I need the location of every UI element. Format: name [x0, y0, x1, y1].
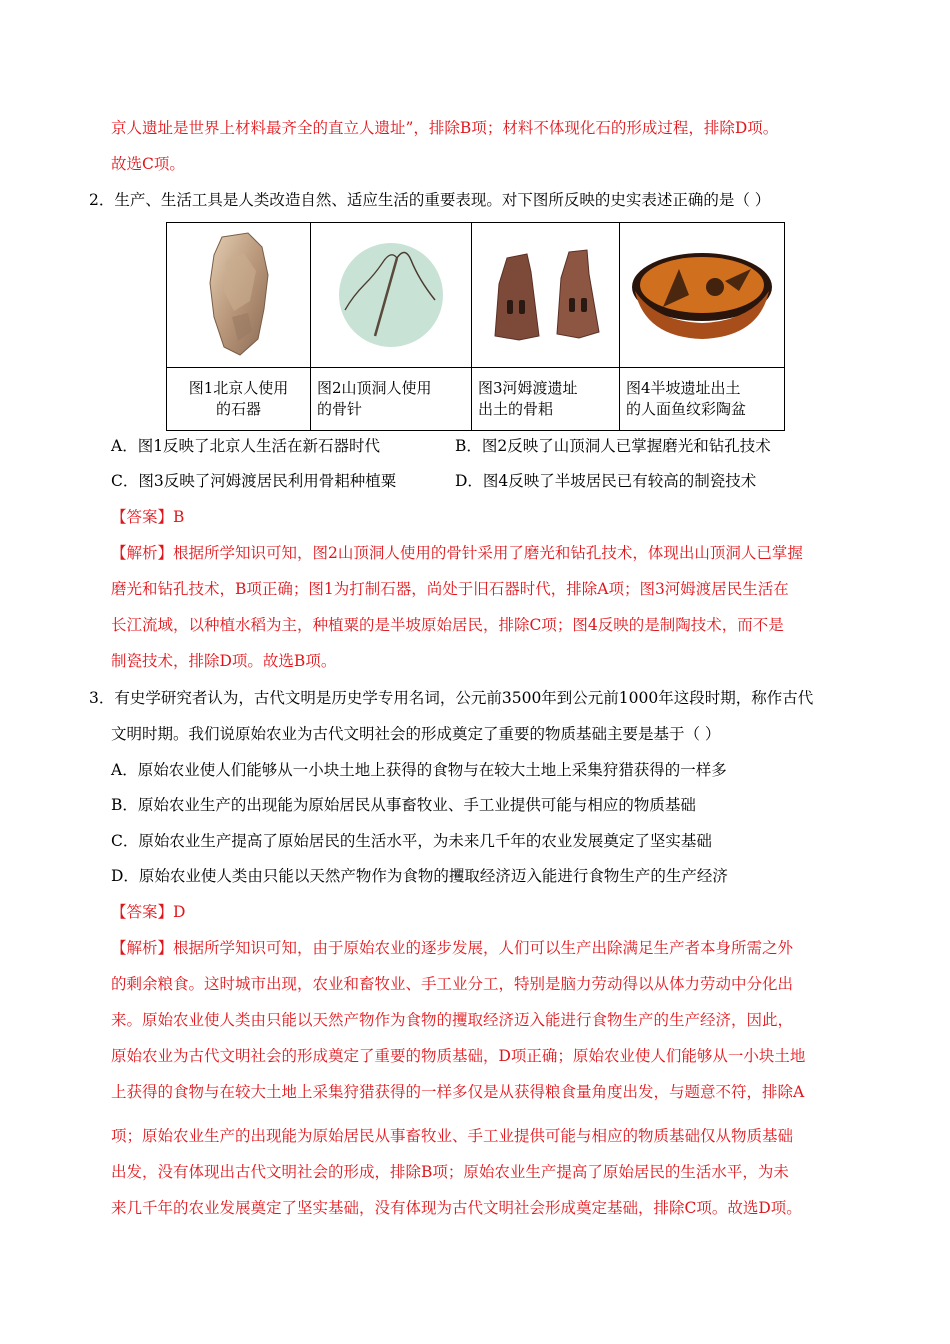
stone-tool-icon	[204, 231, 274, 359]
pottery-basin-icon	[629, 247, 775, 343]
figure-2-caption: 图2山顶洞人使用 的骨针	[311, 368, 472, 431]
q3-analysis-line-7: 出发，没有体现出古代文明社会的形成，排除B项；原始农业生产提高了原始居民的生活水平，为未	[111, 1163, 789, 1181]
q3-stem-line-1: 3．有史学研究者认为，古代文明是历史学专用名词，公元前3500年到公元前1000年这段时期，称作古代	[89, 689, 814, 707]
q3-option-a: A．原始农业使人们能够从一小块土地上获得的食物与在较大土地上采集狩猎获得的一样多	[111, 761, 727, 779]
q3-analysis-line-3: 来。原始农业使人类由只能以天然产物作为食物的攫取经济迈入能进行食物生产的生产经济，因此，	[111, 1011, 794, 1029]
prev-analysis-line-1: 京人遗址是世界上材料最齐全的直立人遗址”，排除B项；材料不体现化石的形成过程，排除D项。	[111, 119, 779, 137]
figure-4-image	[620, 223, 785, 368]
q2-analysis-line-2: 磨光和钻孔技术，B项正确；图1为打制石器，尚处于旧石器时代，排除A项；图3河姆渡居民生活在	[111, 580, 789, 598]
q3-analysis-line-2: 的剩余粮食。这时城市出现，农业和畜牧业、手工业分工，特别是脑力劳动得以从体力劳动中分化出	[111, 975, 794, 993]
q3-answer: 【答案】D	[111, 903, 186, 921]
prev-analysis-line-2: 故选C项。	[111, 155, 185, 173]
q2-option-a: A．图1反映了北京人生活在新石器时代	[111, 437, 381, 455]
figure-1-caption: 图1北京人使用 的石器	[167, 368, 311, 431]
q2-figure-table	[166, 222, 785, 431]
q3-option-c: C．原始农业生产提高了原始居民的生活水平，为未来几千年的农业发展奠定了坚实基础	[111, 832, 712, 850]
bone-needle-icon	[335, 240, 447, 350]
q2-stem: 2．生产、生活工具是人类改造自然、适应生活的重要表现。对下图所反映的史实表述正确的是（ ）	[89, 191, 771, 209]
q2-option-d: D．图4反映了半坡居民已有较高的制瓷技术	[455, 472, 757, 490]
figure-2-image	[311, 223, 472, 368]
q2-option-c: C．图3反映了河姆渡居民利用骨耜种植粟	[111, 472, 397, 490]
figure-1-image	[167, 223, 311, 368]
q3-stem-line-2: 文明时期。我们说原始农业为古代文明社会的形成奠定了重要的物质基础主要是基于（ ）	[111, 725, 721, 743]
q3-analysis-line-6: 项；原始农业生产的出现能为原始居民从事畜牧业、手工业提供可能与相应的物质基础仅从物质基础	[111, 1127, 794, 1145]
q3-analysis-line-4: 原始农业为古代文明社会的形成奠定了重要的物质基础，D项正确；原始农业使人们能够从一小块土地	[111, 1047, 806, 1065]
q3-analysis-line-5: 上获得的食物与在较大土地上采集狩猎获得的一样多仅是从获得粮食量角度出发，与题意不符，排除A	[111, 1083, 805, 1101]
figure-4-caption: 图4半坡遗址出土 的人面鱼纹彩陶盆	[620, 368, 785, 431]
figure-3-image	[472, 223, 620, 368]
q2-analysis-line-1: 【解析】根据所学知识可知，图2山顶洞人使用的骨针采用了磨光和钻孔技术，体现出山顶洞人已掌握	[111, 544, 803, 562]
q3-analysis-line-8: 来几千年的农业发展奠定了坚实基础，没有体现为古代文明社会形成奠定基础，排除C项。故选D项。	[111, 1199, 802, 1217]
bone-spade-icon	[483, 244, 609, 346]
figure-3-caption: 图3河姆渡遗址 出土的骨耜	[472, 368, 620, 431]
q2-answer: 【答案】B	[111, 508, 185, 526]
q2-analysis-line-3: 长江流域，以种植水稻为主，种植粟的是半坡原始居民，排除C项；图4反映的是制陶技术，而不是	[111, 616, 784, 634]
q3-option-d: D．原始农业使人类由只能以天然产物作为食物的攫取经济迈入能进行食物生产的生产经济	[111, 867, 728, 885]
q2-analysis-line-4: 制瓷技术，排除D项。故选B项。	[111, 652, 337, 670]
q2-option-b: B．图2反映了山顶洞人已掌握磨光和钻孔技术	[455, 437, 771, 455]
q3-analysis-line-1: 【解析】根据所学知识可知，由于原始农业的逐步发展，人们可以生产出除满足生产者本身所需之外	[111, 939, 794, 957]
q3-option-b: B．原始农业生产的出现能为原始居民从事畜牧业、手工业提供可能与相应的物质基础	[111, 796, 696, 814]
